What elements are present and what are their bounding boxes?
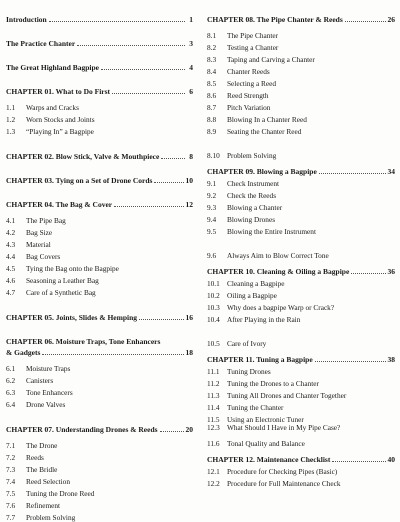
- toc-subsection-title: What Should I Have in My Pipe Case?: [227, 423, 341, 432]
- toc-subsection-number: 7.6: [6, 501, 16, 510]
- toc-subsection-title: Blowing a Chanter: [227, 203, 283, 212]
- toc-entry-label: & Gadgets: [6, 348, 41, 357]
- toc-subsection-4-5: [6, 264, 193, 273]
- toc-entry-chapter-05-joints-slides-hemping: [6, 313, 193, 322]
- toc-subsection-title: Care of a Synthetic Bag: [26, 288, 96, 297]
- toc-subsection-10-2: [207, 291, 395, 300]
- toc-subsection-10-3: [207, 303, 395, 312]
- toc-page-number: 36: [387, 267, 395, 276]
- toc-subsection-title: Cleaning a Bagpipe: [227, 279, 285, 288]
- dot-leader: [351, 272, 385, 274]
- dot-leader: [332, 460, 385, 462]
- toc-subsection-title: The Drone: [26, 441, 58, 450]
- toc-subsection-number: 4.2: [6, 228, 16, 237]
- toc-subsection-number: 11.4: [207, 403, 220, 412]
- toc-page-number: 34: [387, 167, 395, 176]
- toc-page-number: 40: [387, 455, 395, 464]
- toc-subsection-title: The Pipe Chanter: [227, 31, 279, 40]
- toc-subsection-8-3: [207, 55, 395, 64]
- toc-subsection-8-6: [207, 91, 395, 100]
- toc-subsection-title: Tonal Quality and Balance: [227, 439, 305, 448]
- toc-entry-chapter-03-tying-on-a-set-of-drone-cords: [6, 176, 193, 185]
- toc-subsection-number: 9.6: [207, 251, 217, 260]
- toc-page-number: 4: [189, 63, 193, 72]
- dot-leader: [139, 318, 183, 320]
- toc-subsection-6-3: [6, 388, 193, 397]
- toc-subsection-title: Tuning the Drone Reed: [26, 489, 95, 498]
- toc-page-number: 38: [387, 355, 395, 364]
- toc-subsection-7-1: [6, 441, 193, 450]
- toc-entry-chapter-09-blowing-a-bagpipe: [207, 167, 395, 176]
- toc-subsection-number: 8.10: [207, 151, 220, 160]
- toc-subsection-title: Tuning the Drones to a Chanter: [227, 379, 319, 388]
- toc-subsection-number: 4.7: [6, 288, 16, 297]
- toc-subsection-title: Using an Electronic Tuner: [227, 415, 304, 424]
- toc-subsection-number: 6.1: [6, 364, 16, 373]
- dot-leader: [154, 181, 183, 183]
- toc-subsection-number: 1.3: [6, 127, 16, 136]
- toc-subsection-title: Problem Solving: [26, 513, 76, 522]
- toc-subsection-12-1: [207, 467, 395, 476]
- toc-subsection-7-5: [6, 489, 193, 498]
- toc-subsection-title: Reed Selection: [26, 477, 70, 486]
- toc-subsection-number: 8.9: [207, 127, 217, 136]
- toc-subsection-10-1: [207, 279, 395, 288]
- toc-subsection-number: 8.3: [207, 55, 217, 64]
- toc-subsection-number: 12.3: [207, 423, 220, 432]
- toc-subsection-number: 8.5: [207, 79, 217, 88]
- toc-entry-chapter-11-tuning-a-bagpipe: [207, 355, 395, 364]
- toc-subsection-8-5: [207, 79, 395, 88]
- dot-leader: [112, 92, 185, 94]
- toc-entry-label: CHAPTER 09. Blowing a Bagpipe: [207, 167, 317, 176]
- toc-subsection-title: “Playing In” a Bagpipe: [26, 127, 94, 136]
- toc-subsection-title: Tuning Drones: [227, 367, 271, 376]
- toc-subsection-title: Reeds: [26, 453, 44, 462]
- toc-subsection-number: 8.4: [207, 67, 217, 76]
- toc-subsection-11-2: [207, 379, 395, 388]
- toc-subsection-number: 12.1: [207, 467, 220, 476]
- toc-subsection-number: 12.2: [207, 479, 220, 488]
- toc-subsection-9-1: [207, 179, 395, 188]
- toc-subsection-title: Seating the Chanter Reed: [227, 127, 302, 136]
- toc-subsection-number: 1.2: [6, 115, 16, 124]
- toc-subsection-number: 6.3: [6, 388, 16, 397]
- toc-subsection-number: 11.5: [207, 415, 220, 424]
- toc-entry-introduction: [6, 15, 193, 24]
- toc-subsection-8-1: [207, 31, 395, 40]
- toc-subsection-title: Selecting a Reed: [227, 79, 277, 88]
- toc-subsection-8-2: [207, 43, 395, 52]
- toc-subsection-1-1: [6, 103, 193, 112]
- toc-subsection-title: The Bridle: [26, 465, 58, 474]
- toc-subsection-title: Blowing Drones: [227, 215, 276, 224]
- toc-subsection-9-6: [207, 251, 395, 260]
- toc-subsection-title: Refinement: [26, 501, 61, 510]
- toc-subsection-number: 7.1: [6, 441, 16, 450]
- toc-entry-label: CHAPTER 11. Tuning a Bagpipe: [207, 355, 313, 364]
- toc-entry-label: The Practice Chanter: [6, 39, 76, 48]
- toc-subsection-number: 4.6: [6, 276, 16, 285]
- toc-subsection-8-9: [207, 127, 395, 136]
- toc-subsection-title: Pitch Variation: [227, 103, 271, 112]
- toc-subsection-10-5: [207, 339, 395, 348]
- toc-subsection-1-3: [6, 127, 193, 136]
- toc-subsection-title: Moisture Traps: [26, 364, 71, 373]
- toc-entry-the-great-highland-bagpipe: [6, 63, 193, 72]
- toc-subsection-number: 6.2: [6, 376, 16, 385]
- toc-subsection-12-2: [207, 479, 395, 488]
- toc-subsection-number: 7.4: [6, 477, 16, 486]
- dot-leader: [345, 20, 386, 22]
- toc-subsection-number: 9.1: [207, 179, 217, 188]
- toc-subsection-number: 4.1: [6, 216, 16, 225]
- toc-subsection-title: After Playing in the Rain: [227, 315, 301, 324]
- toc-subsection-number: 7.5: [6, 489, 16, 498]
- toc-page-number: 20: [185, 425, 193, 434]
- toc-entry-chapter-10-cleaning-oiling-a-bagpipe: [207, 267, 395, 276]
- toc-subsection-number: 4.5: [6, 264, 16, 273]
- toc-subsection-8-10: [207, 151, 395, 160]
- toc-page-number: 8: [189, 152, 193, 161]
- toc-subsection-number: 8.1: [207, 31, 217, 40]
- dot-leader: [77, 44, 185, 46]
- toc-subsection-title: Tuning All Drones and Chanter Together: [227, 391, 347, 400]
- dot-leader: [160, 430, 184, 432]
- toc-entry-label: CHAPTER 03. Tying on a Set of Drone Cords: [6, 176, 153, 185]
- toc-subsection-title: Procedure for Checking Pipes (Basic): [227, 467, 338, 476]
- dot-leader: [315, 360, 386, 362]
- toc-entry-chapter-04-the-bag-cover: [6, 200, 193, 209]
- toc-page-number: 10: [185, 176, 193, 185]
- toc-entry-chapter-01-what-to-do-first: [6, 87, 193, 96]
- toc-subsection-9-3: [207, 203, 395, 212]
- toc-entry-label: CHAPTER 05. Joints, Slides & Hemping: [6, 313, 138, 322]
- toc-subsection-title: Blowing the Entire Instrument: [227, 227, 316, 236]
- toc-entry-gadgets: [6, 348, 193, 357]
- dot-leader: [161, 157, 185, 159]
- toc-entry-label: CHAPTER 12. Maintenance Checklist: [207, 455, 331, 464]
- toc-subsection-11-1: [207, 367, 395, 376]
- toc-subsection-4-3: [6, 240, 193, 249]
- toc-entry-label: CHAPTER 01. What to Do First: [6, 87, 111, 96]
- toc-entry-chapter-07-understanding-drones-reeds: [6, 425, 193, 434]
- toc-subsection-title: Oiling a Bagpipe: [227, 291, 277, 300]
- toc-page-number: 6: [189, 87, 193, 96]
- toc-subsection-title: Bag Size: [26, 228, 53, 237]
- toc-subsection-title: Always Aim to Blow Correct Tone: [227, 251, 329, 260]
- toc-subsection-number: 10.3: [207, 303, 220, 312]
- toc-subsection-1-2: [6, 115, 193, 124]
- toc-subsection-number: 10.2: [207, 291, 220, 300]
- toc-entry-the-practice-chanter: [6, 39, 193, 48]
- toc-subsection-number: 8.7: [207, 103, 217, 112]
- toc-subsection-title: Material: [26, 240, 51, 249]
- toc-subsection-title: Tying the Bag onto the Bagpipe: [26, 264, 119, 273]
- toc-subsection-title: Testing a Chanter: [227, 43, 279, 52]
- toc-subsection-number: 9.4: [207, 215, 217, 224]
- toc-subsection-title: Problem Solving: [227, 151, 277, 160]
- toc-entry-label: Introduction: [6, 15, 47, 24]
- toc-entry-label: CHAPTER 07. Understanding Drones & Reeds: [6, 425, 158, 434]
- toc-subsection-number: 9.2: [207, 191, 217, 200]
- toc-subsection-8-8: [207, 115, 395, 124]
- toc-subsection-number: 1.1: [6, 103, 16, 112]
- toc-subsection-title: Worn Stocks and Joints: [26, 115, 95, 124]
- toc-subsection-4-1: [6, 216, 193, 225]
- toc-subsection-4-7: [6, 288, 193, 297]
- toc-entry-label-line: CHAPTER 06. Moisture Traps, Tone Enhancers: [6, 337, 161, 346]
- toc-subsection-title: Check Instrument: [227, 179, 280, 188]
- toc-entry-label: CHAPTER 04. The Bag & Cover: [6, 200, 113, 209]
- toc-subsection-title: Procedure for Full Maintenance Check: [227, 479, 341, 488]
- toc-subsection-number: 4.3: [6, 240, 16, 249]
- toc-entry-label: The Great Highland Bagpipe: [6, 63, 100, 72]
- toc-subsection-11-3: [207, 391, 395, 400]
- toc-subsection-number: 10.1: [207, 279, 220, 288]
- toc-subsection-10-4: [207, 315, 395, 324]
- toc-subsection-number: 7.2: [6, 453, 16, 462]
- toc-entry-label: CHAPTER 08. The Pipe Chanter & Reeds: [207, 15, 343, 24]
- toc-subsection-9-5: [207, 227, 395, 236]
- toc-subsection-title: The Pipe Bag: [26, 216, 66, 225]
- toc-page-number: 18: [185, 348, 193, 357]
- toc-page-number: 1: [189, 15, 193, 24]
- toc-entry-label: CHAPTER 10. Cleaning & Oiling a Bagpipe: [207, 267, 350, 276]
- toc-subsection-number: 11.2: [207, 379, 220, 388]
- toc-subsection-number: 8.8: [207, 115, 217, 124]
- toc-subsection-title: Blowing In a Chanter Reed: [227, 115, 307, 124]
- toc-subsection-number: 10.4: [207, 315, 220, 324]
- toc-entry-label: CHAPTER 02. Blow Stick, Valve & Mouthpiece: [6, 152, 160, 161]
- toc-subsection-7-2: [6, 453, 193, 462]
- toc-page-number: 26: [387, 15, 395, 24]
- toc-subsection-title: Tuning the Chanter: [227, 403, 284, 412]
- toc-page-number: 12: [185, 200, 193, 209]
- toc-subsection-4-4: [6, 252, 193, 261]
- toc-subsection-12-3: [207, 423, 395, 432]
- toc-subsection-6-2: [6, 376, 193, 385]
- dot-leader: [114, 205, 183, 207]
- toc-subsection-title: Chanter Reeds: [227, 67, 270, 76]
- toc-subsection-8-4: [207, 67, 395, 76]
- toc-subsection-9-2: [207, 191, 395, 200]
- dot-leader: [101, 68, 185, 70]
- toc-subsection-4-2: [6, 228, 193, 237]
- toc-subsection-11-4: [207, 403, 395, 412]
- toc-subsection-title: Taping and Carving a Chanter: [227, 55, 315, 64]
- toc-page-number: 16: [185, 313, 193, 322]
- toc-subsection-title: Warps and Cracks: [26, 103, 79, 112]
- toc-subsection-number: 8.6: [207, 91, 217, 100]
- toc-subsection-number: 9.5: [207, 227, 217, 236]
- toc-subsection-number: 8.2: [207, 43, 217, 52]
- toc-subsection-title: Drone Valves: [26, 400, 66, 409]
- toc-page-number: 3: [189, 39, 193, 48]
- toc-subsection-title: Seasoning a Leather Bag: [26, 276, 99, 285]
- toc-subsection-number: 11.3: [207, 391, 220, 400]
- toc-subsection-7-7: [6, 513, 193, 522]
- toc-subsection-title: Bag Covers: [26, 252, 61, 261]
- toc-subsection-7-4: [6, 477, 193, 486]
- dot-leader: [42, 353, 183, 355]
- toc-subsection-number: 4.4: [6, 252, 16, 261]
- toc-subsection-title: Why does a bagpipe Warp or Crack?: [227, 303, 335, 312]
- toc-subsection-number: 10.5: [207, 339, 220, 348]
- toc-subsection-title: Tone Enhancers: [26, 388, 73, 397]
- toc-subsection-6-4: [6, 400, 193, 409]
- toc-subsection-7-6: [6, 501, 193, 510]
- toc-subsection-title: Care of Ivory: [227, 339, 267, 348]
- toc-subsection-6-1: [6, 364, 193, 373]
- toc-subsection-title: Canisters: [26, 376, 54, 385]
- toc-entry-chapter-02-blow-stick-valve-mouthpiece: [6, 152, 193, 161]
- toc-subsection-4-6: [6, 276, 193, 285]
- toc-subsection-number: 7.3: [6, 465, 16, 474]
- toc-subsection-8-7: [207, 103, 395, 112]
- toc-subsection-number: 11.6: [207, 439, 220, 448]
- toc-entry-chapter-12-maintenance-checklist: [207, 455, 395, 464]
- toc-subsection-9-4: [207, 215, 395, 224]
- toc-subsection-number: 11.1: [207, 367, 220, 376]
- toc-subsection-title: Reed Strength: [227, 91, 269, 100]
- toc-entry-chapter-08-the-pipe-chanter-reeds: [207, 15, 395, 24]
- toc-subsection-title: Check the Reeds: [227, 191, 277, 200]
- toc-subsection-number: 9.3: [207, 203, 217, 212]
- dot-leader: [319, 172, 386, 174]
- toc-subsection-number: 7.7: [6, 513, 16, 522]
- toc-subsection-11-6: [207, 439, 395, 448]
- dot-leader: [49, 20, 185, 22]
- toc-subsection-number: 6.4: [6, 400, 16, 409]
